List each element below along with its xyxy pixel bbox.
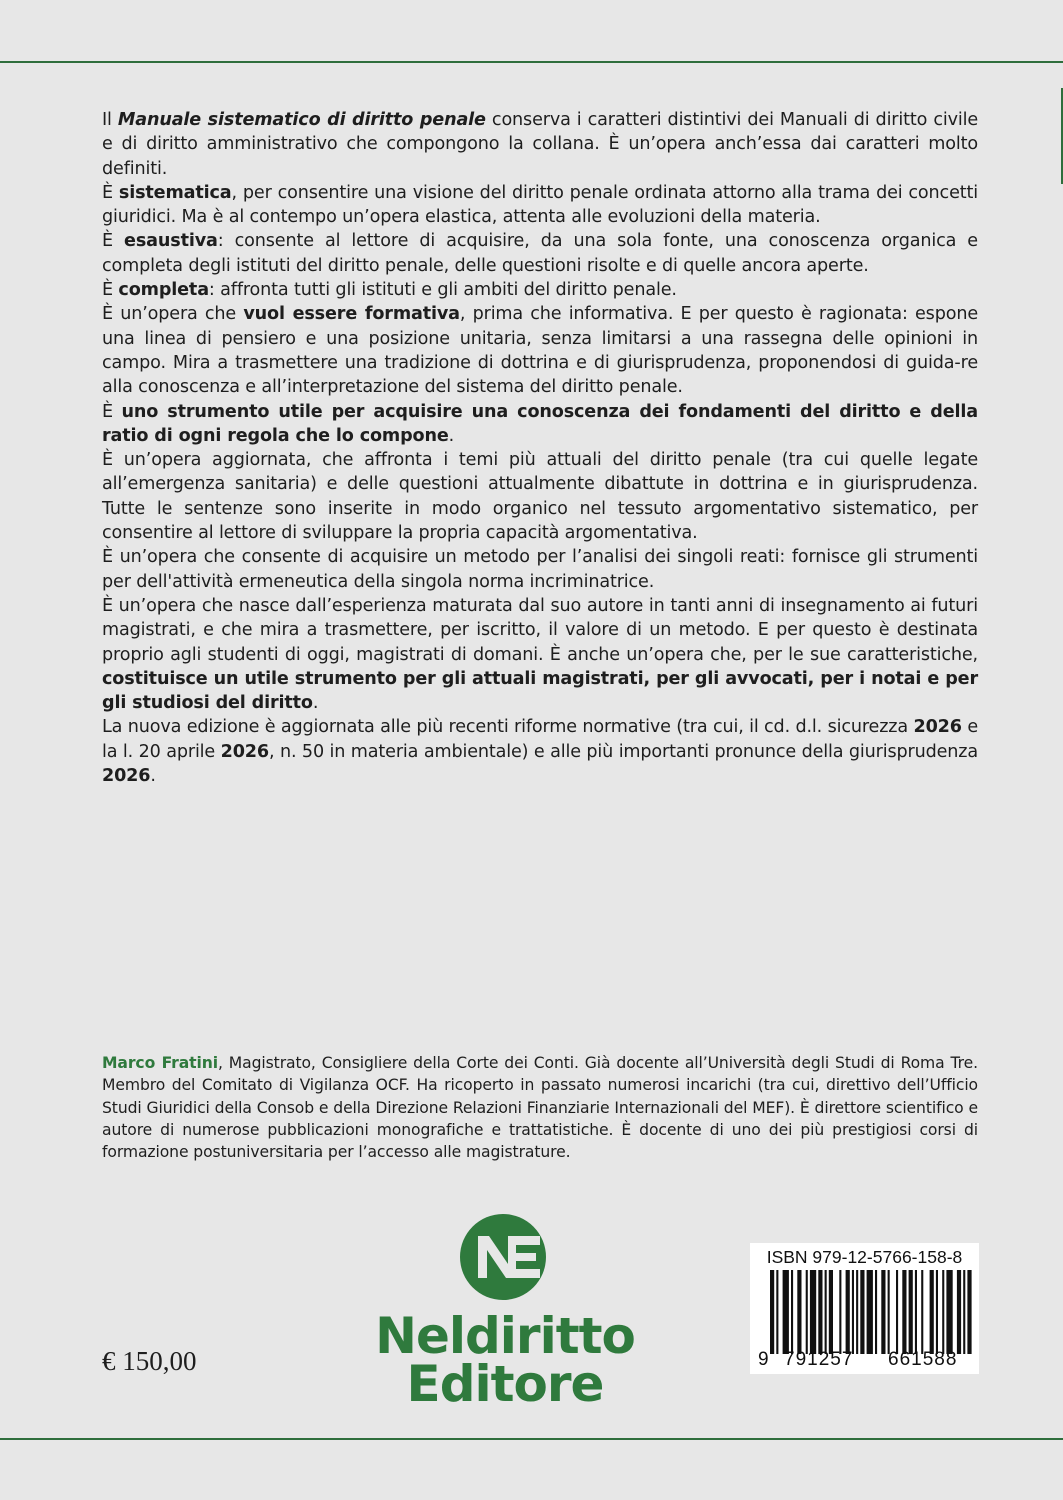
- blurb-paragraph: [102, 594, 978, 715]
- barcode-bar: [967, 1270, 971, 1354]
- barcode-bar: [783, 1270, 789, 1354]
- barcode-bar: [909, 1270, 913, 1354]
- barcode-digit-first: 9: [758, 1349, 769, 1370]
- blurb-paragraph: [102, 229, 978, 278]
- ne-logo-icon: [458, 1212, 548, 1302]
- bold-year: 2026: [913, 717, 962, 738]
- barcode-bar: [936, 1270, 938, 1354]
- text-run: .: [312, 693, 319, 714]
- isbn-label: ISBN 979-12-5766-158-8: [766, 1247, 963, 1267]
- book-title: Manuale sistematico di diritto penale: [117, 110, 486, 130]
- barcode-bar: [839, 1270, 841, 1354]
- text-run: Il: [102, 110, 118, 130]
- blurb-paragraph: [102, 715, 978, 788]
- barcode-digits-left: 791257: [784, 1349, 854, 1370]
- price: € 150,00: [102, 1346, 197, 1376]
- bold-run: sistematica: [118, 182, 232, 203]
- blurb-paragraph: [102, 400, 978, 449]
- bold-run: costituisce un utile strumento per gli attuali magistrati, per gli avvocati, per i notai e per gli studiosi del diritto: [102, 668, 978, 714]
- author-bio-text: , Magistrato, Consigliere della Corte dei Conti. Già docente all’Università degli Studi di Roma Tre. Membro del Comitato di Vigilanza OCF. Ha ricoperto in passato numerosi incarichi (tra cui, direttivo dell’Ufficio Studi Giuridici della Consob e della Direzione Relazioni Finanziarie Internazionali del MEF). È direttore scientifico e autore di numerose pubblicazioni monografiche e trattatistiche. È docente di uno dei più prestigiosi corsi di formazione postuniversitaria per l’accesso alle magistrature.: [102, 1054, 978, 1162]
- text-run: .: [150, 766, 156, 787]
- text-run: .: [448, 425, 455, 446]
- barcode-bar: [797, 1270, 801, 1354]
- text-run: , per consentire una visione del diritto penale ordinata attorno alla trama dei concetti giuridici. Ma è al contempo un’opera elastica, attenta alle evoluzioni della materia.: [102, 182, 978, 228]
- blurb-paragraph: [102, 302, 978, 399]
- blurb-paragraph: [102, 181, 978, 230]
- blurb-paragraph: È un’opera aggiornata, che affronta i temi più attuali del diritto penale (tra cui quelle legate all’emergenza sanitaria) e delle questioni attualmente dibattute in dottrina e in giurisprudenza. Tutte le sentenze sono inserite in modo organico nel tessuto argomentativo sistematico, per consentire al lettore di sviluppare la propria capacità argomentativa.: [102, 450, 978, 544]
- text-run: È: [102, 401, 122, 422]
- barcode-bar: [860, 1270, 864, 1354]
- text-run: È: [102, 280, 119, 301]
- text-run: È: [102, 231, 125, 252]
- barcode-bar: [888, 1270, 890, 1354]
- bold-year: 2026: [102, 766, 151, 787]
- barcode-bar: [829, 1270, 833, 1354]
- isbn-barcode: [750, 1243, 979, 1374]
- text-run: conserva i caratteri distintivi dei Manuali di diritto civile e di diritto amministrativo che compongono la collana. È un’opera anch’essa dai caratteri molto definiti.: [102, 110, 978, 179]
- top-rule: [0, 61, 1063, 63]
- barcode-bar: [852, 1270, 854, 1354]
- text-run: È un’opera che: [102, 304, 244, 325]
- blurb-paragraph: È un’opera che consente di acquisire un metodo per l’analisi dei singoli reati: fornisce gli strumenti per dell'attività ermeneutica della singola norma incriminatrice.: [102, 547, 978, 592]
- barcode-bar: [867, 1270, 873, 1354]
- barcode-bar: [856, 1270, 858, 1354]
- text-run: , prima che informativa. E per questo è ragionata: espone una linea di pensiero e una posizione unitaria, senza limitarsi a una rassegna delle opinioni in campo. Mira a trasmettere una tradizione di dottrina e di giurisprudenza, proponendosi di guida-re alla conoscenza e all’interpretazione del sistema del diritto penale.: [102, 304, 978, 398]
- text-run: È un’opera che nasce dall’esperienza maturata dal suo autore in tanti anni di insegnamento ai futuri magistrati, e che mira a trasmettere, per iscritto, il valore di un metodo. E per questo è destinata proprio agli studenti di oggi, magistrati di domani. È anche un’opera che, per le sue caratteristiche,: [102, 595, 978, 665]
- bold-run: uno strumento utile per acquisire una conoscenza dei fondamenti del diritto e della ratio di ogni regola che lo compone: [102, 401, 978, 446]
- barcode-bar: [810, 1270, 816, 1354]
- text-run: , n. 50 in materia ambientale) e alle più importanti pronunce della giurisprudenza: [269, 741, 979, 762]
- barcode-bar: [846, 1270, 850, 1354]
- barcode-bar: [770, 1270, 774, 1354]
- barcode-bar: [930, 1270, 934, 1354]
- barcode-bar: [921, 1270, 923, 1354]
- barcode-bar: [902, 1270, 906, 1354]
- bold-year: 2026: [220, 741, 269, 762]
- bold-run: vuol essere formativa: [243, 304, 460, 325]
- publisher-logo: [355, 1212, 655, 1417]
- barcode-bar: [946, 1270, 952, 1354]
- barcode-bar: [881, 1270, 885, 1354]
- text-run: e la l. 20 aprile: [102, 717, 978, 762]
- barcode-bar: [963, 1270, 965, 1354]
- text-run: È: [102, 182, 119, 203]
- bold-run: esaustiva: [124, 231, 218, 252]
- barcode-bar: [818, 1270, 822, 1354]
- publisher-name-line2: Editore: [406, 1355, 604, 1413]
- author-name: Marco Fratini: [102, 1054, 219, 1072]
- barcode-bar: [957, 1270, 961, 1354]
- author-bio: [102, 1052, 978, 1163]
- barcode-bar: [776, 1270, 778, 1354]
- publisher-name-line1: Neldiritto: [375, 1307, 635, 1365]
- barcode-bar: [825, 1270, 827, 1354]
- bold-run: completa: [118, 280, 209, 301]
- text-run: La nuova edizione è aggiornata alle più recenti riforme normative (tra cui, il cd. d.l. sicurezza: [102, 717, 914, 738]
- bottom-rule: [0, 1438, 1063, 1440]
- barcode-digits-right: 661588: [888, 1349, 958, 1370]
- barcode-bar: [915, 1270, 917, 1354]
- barcode-bar: [806, 1270, 808, 1354]
- blurb-paragraph: [102, 278, 978, 302]
- blurb-paragraph: [102, 108, 978, 181]
- back-cover-blurb: [102, 108, 978, 788]
- barcode-bar: [942, 1270, 944, 1354]
- text-run: : affronta tutti gli istituti e gli ambiti del diritto penale.: [208, 280, 677, 301]
- barcode-bar: [791, 1270, 793, 1354]
- text-run: : consente al lettore di acquisire, da una sola fonte, una conoscenza organica e completa degli istituti del diritto penale, delle questioni risolte e di quelle ancora aperte.: [102, 231, 978, 276]
- barcode-bar: [896, 1270, 898, 1354]
- barcode-bars: [756, 1270, 974, 1354]
- barcode-bar: [875, 1270, 877, 1354]
